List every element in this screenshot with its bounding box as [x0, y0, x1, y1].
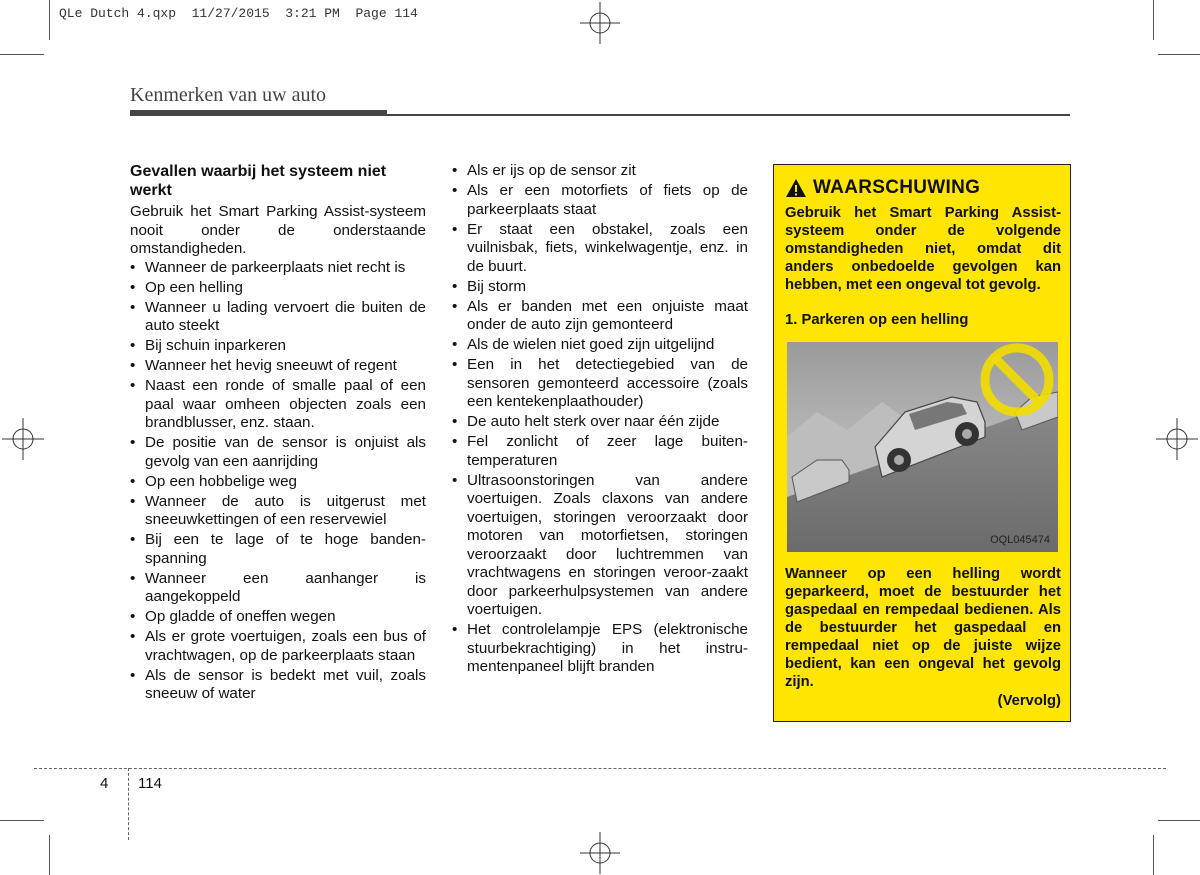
list-item-text: Als de wielen niet goed zijn uitgelijnd: [467, 336, 715, 353]
list-item-text: Wanneer u lading vervoert die buiten de auto steekt: [145, 298, 426, 334]
list-item: [130, 337, 426, 356]
list-item-text: Er staat een obstakel, zoals een vuilnisbak, fiets, winkelwagentje, enz. in de buurt.: [467, 220, 748, 275]
list-item-text: Wanneer de auto is uitgerust met sneeuwkettingen of een reservewiel: [145, 492, 426, 528]
bullet-icon: •: [130, 628, 136, 645]
bullet-icon: •: [452, 621, 458, 638]
list-item: [452, 433, 748, 470]
bullet-icon: •: [452, 336, 458, 353]
list-item: [452, 336, 748, 355]
registration-mark-bottom: [575, 832, 625, 874]
list-item-text: Op een hobbelige weg: [145, 472, 297, 490]
bullet-icon: •: [130, 472, 136, 490]
column-middle: [452, 162, 748, 678]
bullet-icon: •: [130, 434, 136, 451]
crop-mark: [49, 835, 50, 875]
bullet-icon: •: [452, 182, 458, 199]
column-heading: Gevallen waarbij het systeem niet werkt: [130, 163, 387, 199]
list-item: [452, 162, 748, 181]
list-item: [452, 298, 748, 335]
bullet-icon: •: [130, 531, 136, 548]
column-left: [130, 162, 426, 705]
list-item: [452, 621, 748, 677]
warning-triangle-icon: [785, 178, 807, 198]
bullet-icon: •: [130, 608, 136, 625]
list-item: [452, 413, 748, 432]
bullet-icon: •: [452, 220, 458, 238]
list-item: [452, 278, 748, 297]
list-item-text: Als er banden met een onjuiste maat onder de auto zijn gemonteerd: [467, 297, 748, 333]
bullet-icon: •: [452, 471, 458, 489]
warning-item-heading: 1. Parkeren op een helling: [785, 312, 969, 328]
bullet-icon: •: [130, 298, 136, 316]
bullet-icon: •: [452, 433, 458, 450]
page-number: 114: [138, 775, 162, 792]
bullet-icon: •: [452, 277, 458, 295]
list-item-text: Fel zonlicht of zeer lage buiten-temperaturen: [467, 433, 748, 469]
slope-parking-illustration: [787, 342, 1058, 552]
list-item-text: Als er grote voertuigen, zoals een bus of vrachtwagen, op de parkeerplaats staan: [145, 628, 426, 664]
list-item: [130, 377, 426, 433]
list-item-text: Op gladde of oneffen wegen: [145, 608, 336, 625]
intro-paragraph: Gebruik het Smart Parking Assist-systeem nooit onder de onderstaande omstandigheden.: [130, 203, 426, 257]
list-item-text: Het controlelampje EPS (elektronische stuurbekrachtiging) in het instru-mentenpaneel blijft branden: [467, 621, 748, 675]
warning-box: [773, 164, 1071, 722]
bullet-icon: •: [130, 377, 136, 394]
list-item: [130, 357, 426, 376]
warning-text: Gebruik het Smart Parking Assist-systeem onder de volgende omstandigheden niet, omdat dit anders onbedoelde gevolgen kan hebben, met een ongeval tot gevolg.: [785, 205, 1061, 293]
list-item-text: Bij storm: [467, 277, 527, 295]
chapter-number: 4: [100, 775, 109, 792]
list-item-text: Als er ijs op de sensor zit: [467, 162, 636, 179]
list-item-text: Een in het detectiegebied van de sensoren gemonteerd accessoire (zoals een kentekenplaathouder): [467, 356, 748, 410]
car-on-slope-image: [787, 342, 1058, 552]
registration-mark-left: [2, 418, 44, 460]
crop-mark: [49, 0, 50, 40]
crop-mark: [0, 820, 44, 821]
bullet-icon: •: [130, 666, 136, 684]
bullet-icon: •: [130, 492, 136, 510]
list-item: [130, 259, 426, 278]
warning-text: Wanneer op een helling wordt geparkeerd, moet de bestuurder het gaspedaal en rempedaal bedienen. Als de bestuurder het gaspedaal en rempedaal niet op de juiste wijze bedient, kan een ongeval het gevolg zijn.: [785, 566, 1061, 690]
list-item: [452, 356, 748, 412]
list-item-text: Als er een motorfiets of fiets op de parkeerplaats staat: [467, 182, 748, 218]
warning-title: WAARSCHUWING: [813, 177, 981, 198]
list-item-text: Op een helling: [145, 278, 243, 296]
list-item: [130, 473, 426, 492]
list-item: [130, 608, 426, 627]
crop-mark: [1158, 54, 1200, 55]
list-item: [130, 628, 426, 665]
print-slug: QLe Dutch 4.qxp 11/27/2015 3:21 PM Page 114: [59, 6, 418, 21]
registration-mark-top: [575, 2, 625, 44]
header-rule-thick: [130, 110, 387, 116]
list-item: [452, 472, 748, 620]
list-item-text: Wanneer het hevig sneeuwt of regent: [145, 357, 397, 374]
condition-list: [452, 162, 748, 677]
bullet-icon: •: [130, 278, 136, 296]
continued-label: (Vervolg): [997, 693, 1061, 709]
footer-rule: [34, 768, 1166, 769]
section-title: Kenmerken van uw auto: [130, 84, 327, 106]
bullet-icon: •: [130, 357, 136, 374]
list-item-text: Wanneer een aanhanger is aangekoppeld: [145, 569, 426, 605]
header-rule-thin: [387, 114, 1070, 116]
list-item: [130, 279, 426, 298]
list-item: [452, 221, 748, 277]
bullet-icon: •: [452, 162, 458, 179]
list-item-text: De auto helt sterk over naar één zijde: [467, 413, 720, 430]
list-item-text: Bij een te lage of te hoge banden-spanning: [145, 531, 426, 567]
bullet-icon: •: [130, 258, 136, 276]
crop-mark: [1158, 820, 1200, 821]
list-item: [130, 434, 426, 471]
registration-mark-right: [1156, 418, 1198, 460]
list-item-text: Wanneer de parkeerplaats niet recht is: [145, 258, 406, 276]
list-item: [452, 182, 748, 219]
crop-mark: [1153, 0, 1154, 40]
list-item: [130, 299, 426, 336]
list-item-text: Als de sensor is bedekt met vuil, zoals sneeuw of water: [145, 666, 426, 702]
image-code: OQL045474: [990, 534, 1050, 546]
crop-mark: [0, 54, 44, 55]
list-item-text: Naast een ronde of smalle paal of een paal waar omheen objecten zoals een brandblusser, enz. staan.: [145, 377, 426, 431]
list-item: [130, 667, 426, 704]
bullet-icon: •: [452, 356, 458, 373]
list-item: [130, 531, 426, 568]
list-item-text: Bij schuin inparkeren: [145, 337, 286, 354]
bullet-icon: •: [130, 337, 136, 354]
list-item: [130, 493, 426, 530]
list-item-text: De positie van de sensor is onjuist als gevolg van een aanrijding: [145, 434, 426, 470]
warning-header: [785, 177, 980, 199]
condition-list: [130, 259, 426, 704]
list-item-text: Ultrasoonstoringen van andere voertuigen. Zoals claxons van andere voertuigen, storingen veroorzaakt door motoren van motorfietsen, storingen veroorzaakt door luchtremmen van vrachtwagens en storingen veroor-zaakt door parkeerhulpsystemen van andere voertuigen.: [467, 471, 748, 618]
crop-mark: [1153, 835, 1154, 875]
bullet-icon: •: [130, 569, 136, 587]
bullet-icon: •: [452, 413, 458, 430]
footer-divider: [128, 768, 129, 840]
list-item: [130, 570, 426, 607]
bullet-icon: •: [452, 297, 458, 315]
